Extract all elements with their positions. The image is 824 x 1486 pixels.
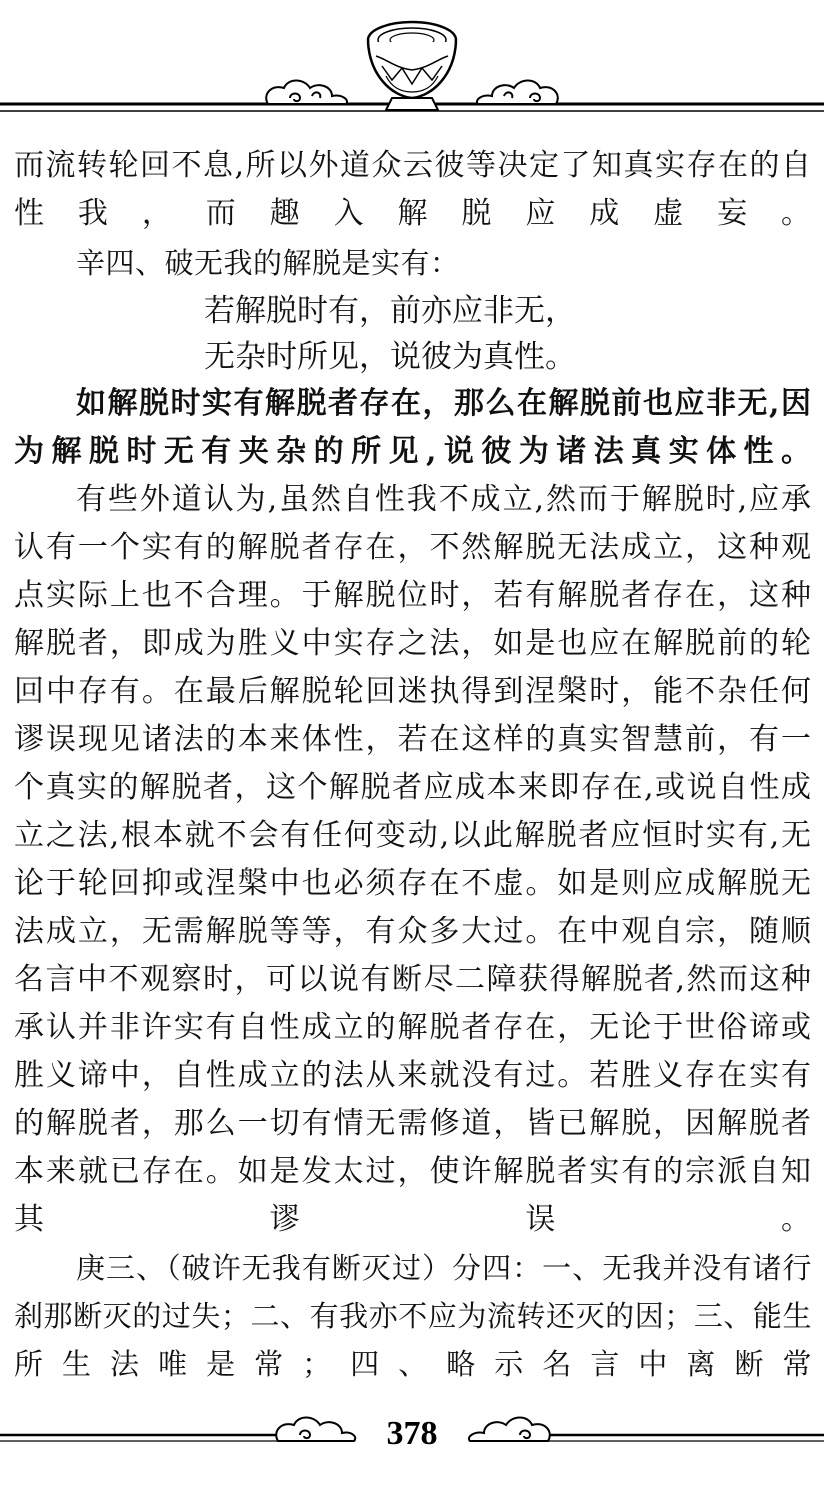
page-number: 378 [386, 1415, 438, 1452]
verse-line: 无杂时所见，说彼为真性。 [204, 339, 576, 375]
verse-block [14, 288, 812, 380]
continuation-paragraph: 而流转轮回不息,所以外道众云彼等决定了知真实存在的自性我，而趣入解脱应成虚妄。 [14, 148, 812, 231]
verse-line: 若解脱时有，前亦应非无， [204, 293, 576, 329]
left-cloud-icon [266, 81, 347, 105]
right-cloud-icon [477, 81, 558, 105]
header-ornament [0, 0, 824, 140]
verse-translation: 如解脱时实有解脱者存在，那么在解脱前也应非无,因为解脱时无有夹杂的所见,说彼为诸法真实体性。 [14, 386, 812, 469]
page-content [14, 142, 812, 1388]
next-section-heading: 庚三、（破许无我有断灭过）分四：一、无我并没有诸行刹那断灭的过失；二、有我亦不应为流转还灭的因；三、能生所生法唯是常；四、略示名言中离断常 [14, 1251, 812, 1381]
section-heading: 辛四、破无我的解脱是实有： [76, 246, 460, 280]
commentary-paragraph: 有些外道认为,虽然自性我不成立,然而于解脱时,应承认有一个实有的解脱者存在，不然解脱无法成立，这种观点实际上也不合理。于解脱位时，若有解脱者存在，这种解脱者，即成为胜义中实存之法，如是也应在解脱前的轮回中存有。在最后解脱轮回迷执得到涅槃时，能不杂任何谬误现见诸法的本来体性，若在这样的真实智慧前，有一个真实的解脱者，这个解脱者应成本来即存在,或说自性成立之法,根本就不会有任何变动,以此解脱者应恒时实有,无论于轮回抑或涅槃中也必须存在不虚。如是则应成解脱无法成立，无需解脱等等，有众多大过。在中观自宗，随顺名言中不观察时，可以说有断尽二障获得解脱者,然而这种承认并非许实有自性成立的解脱者存在，无论于世俗谛或胜义谛中，自性成立的法从来就没有过。若胜义存在实有的解脱者，那么一切有情无需修道，皆已解脱，因解脱者本来就已存在。如是发太过，使许解脱者实有的宗派自知其谬误。 [14, 482, 812, 1237]
lotus-bowl-icon [368, 22, 456, 110]
